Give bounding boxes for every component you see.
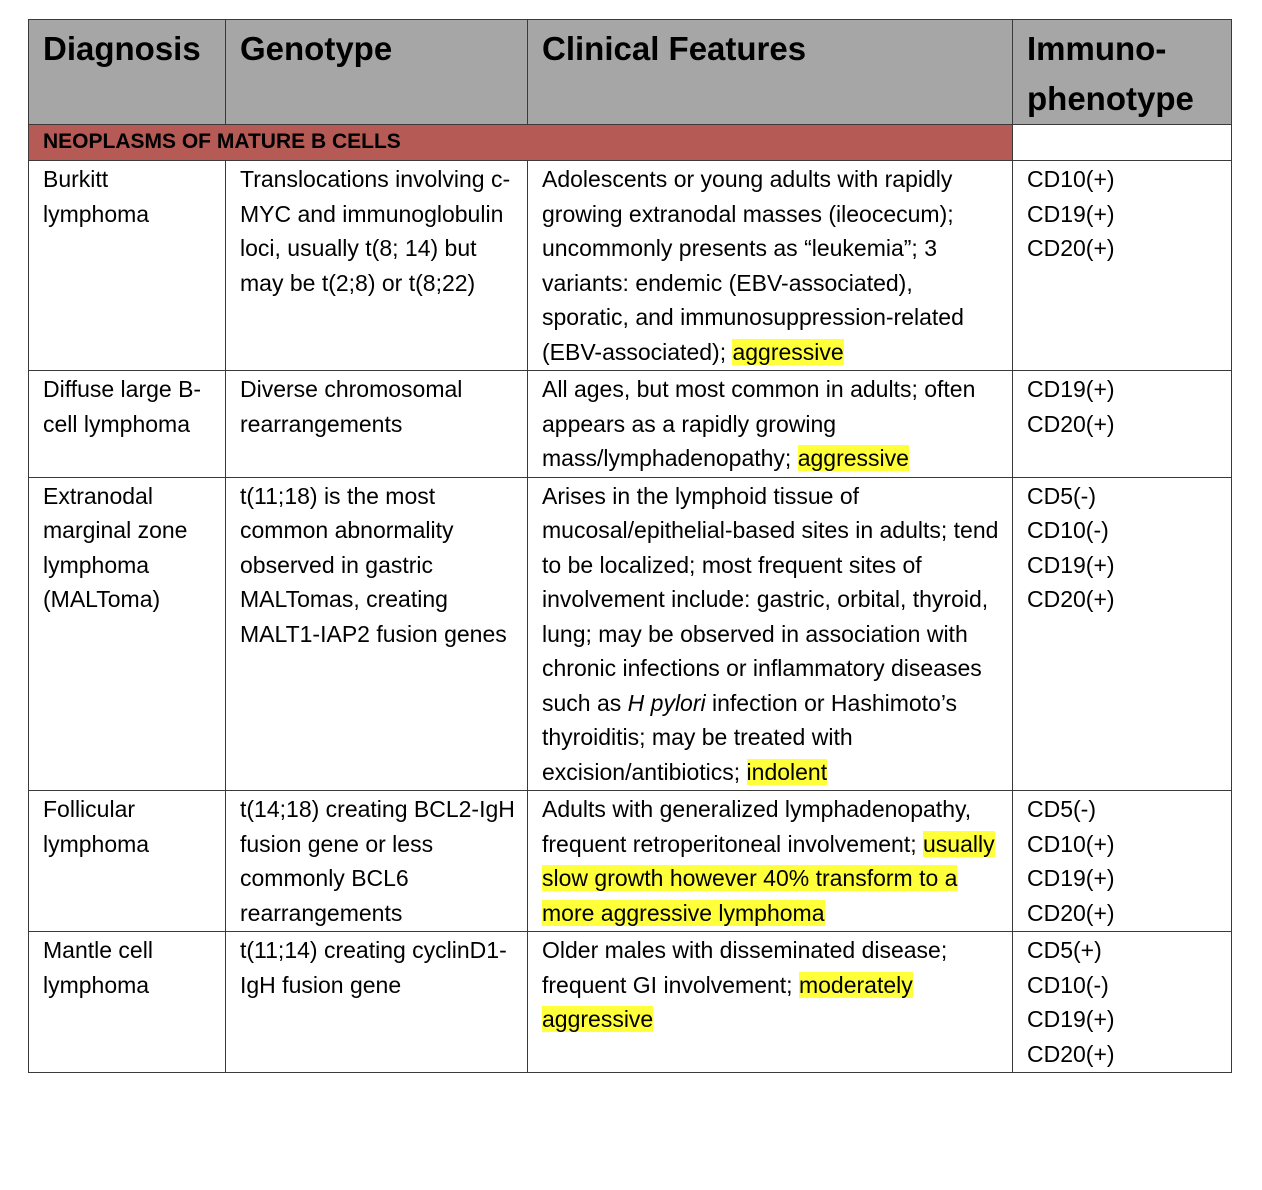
immuno-marker: CD20(+) bbox=[1027, 235, 1115, 261]
clinical-text: Older males with disseminated disease; frequent GI involvement; bbox=[542, 937, 948, 998]
immuno-cell bbox=[1013, 932, 1232, 1073]
immuno-cell bbox=[1013, 161, 1232, 371]
clinical-cell bbox=[528, 791, 1013, 932]
header-immuno-line2: phenotype bbox=[1027, 80, 1194, 117]
clinical-highlight: indolent bbox=[746, 758, 828, 785]
immuno-marker: CD5(+) bbox=[1027, 937, 1102, 963]
immuno-marker: CD20(+) bbox=[1027, 899, 1115, 926]
section-empty-cell bbox=[1013, 125, 1232, 161]
immuno-marker: CD5(-) bbox=[1027, 482, 1096, 509]
genotype-cell: Translocations involving c-MYC and immunoglobulin loci, usually t(8; 14) but may be t(2;8) or t(8;22) bbox=[226, 161, 528, 371]
clinical-text: All ages, but most common in adults; often appears as a rapidly growing mass/lymphadenopathy; bbox=[542, 376, 976, 471]
clinical-text: infection or Hashimoto’s thyroiditis; may be treated with excision/antibiotics; bbox=[542, 689, 958, 785]
clinical-highlight: moderately aggressive bbox=[542, 971, 913, 1032]
table-row bbox=[29, 791, 1232, 932]
immuno-marker: CD10(-) bbox=[1027, 517, 1109, 543]
immuno-marker: CD20(+) bbox=[1027, 1040, 1115, 1067]
immuno-marker: CD19(+) bbox=[1027, 200, 1115, 227]
clinical-cell bbox=[528, 932, 1013, 1073]
diagnosis-cell: Extranodal marginal zone lymphoma (MALToma) bbox=[29, 477, 226, 791]
immuno-cell bbox=[1013, 371, 1232, 478]
genotype-cell: Diverse chromosomal rearrangements bbox=[226, 371, 528, 478]
immuno-marker: CD20(+) bbox=[1027, 586, 1115, 612]
table-row bbox=[29, 371, 1232, 478]
immuno-marker: CD20(+) bbox=[1027, 410, 1115, 437]
immuno-marker: CD19(+) bbox=[1027, 865, 1115, 891]
header-immuno-line1: Immuno- bbox=[1027, 30, 1167, 67]
immuno-marker: CD19(+) bbox=[1027, 551, 1115, 578]
header-genotype: Genotype bbox=[226, 20, 528, 125]
header-immunophenotype bbox=[1013, 20, 1232, 125]
clinical-highlight: usually slow growth however 40% transform to a more aggressive lymphoma bbox=[542, 830, 995, 926]
table-row bbox=[29, 477, 1232, 791]
genotype-cell: t(11;18) is the most common abnormality observed in gastric MALTomas, creating MALT1-IAP2 fusion genes bbox=[226, 477, 528, 791]
immuno-marker: CD19(+) bbox=[1027, 1006, 1115, 1032]
immuno-marker: CD10(+) bbox=[1027, 830, 1115, 857]
immuno-marker: CD10(+) bbox=[1027, 166, 1115, 192]
header-diagnosis: Diagnosis bbox=[29, 20, 226, 125]
header-clinical-features: Clinical Features bbox=[528, 20, 1013, 125]
clinical-text: Adults with generalized lymphadenopathy, frequent retroperitoneal involvement; bbox=[542, 796, 972, 857]
immuno-marker: CD10(-) bbox=[1027, 971, 1109, 998]
table-row bbox=[29, 161, 1232, 371]
immuno-marker: CD19(+) bbox=[1027, 376, 1115, 402]
genotype-cell: t(11;14) creating cyclinD1-IgH fusion gene bbox=[226, 932, 528, 1073]
section-row bbox=[29, 125, 1232, 161]
lymphoma-table bbox=[28, 19, 1232, 1073]
clinical-cell bbox=[528, 371, 1013, 478]
immuno-cell bbox=[1013, 477, 1232, 791]
diagnosis-cell: Follicular lymphoma bbox=[29, 791, 226, 932]
clinical-highlight: aggressive bbox=[797, 445, 909, 471]
table-row bbox=[29, 932, 1232, 1073]
immuno-marker: CD5(-) bbox=[1027, 796, 1096, 822]
header-row bbox=[29, 20, 1232, 125]
clinical-italic: H pylori bbox=[627, 689, 706, 716]
immuno-cell bbox=[1013, 791, 1232, 932]
diagnosis-cell: Burkitt lymphoma bbox=[29, 161, 226, 371]
diagnosis-cell: Diffuse large B-cell lymphoma bbox=[29, 371, 226, 478]
section-title: NEOPLASMS OF MATURE B CELLS bbox=[29, 125, 1013, 161]
clinical-text: Adolescents or young adults with rapidly growing extranodal masses (ileocecum); uncommonly presents as “leukemia”; 3 variants: endemic (EBV-associated), sporatic, and immunosuppression-related (EBV-associated); bbox=[542, 166, 964, 365]
genotype-cell: t(14;18) creating BCL2-IgH fusion gene or less commonly BCL6 rearrangements bbox=[226, 791, 528, 932]
diagnosis-cell: Mantle cell lymphoma bbox=[29, 932, 226, 1073]
clinical-cell bbox=[528, 477, 1013, 791]
clinical-text: Arises in the lymphoid tissue of mucosal/epithelial-based sites in adults; tend to be localized; most frequent sites of involvement include: gastric, orbital, thyroid, lung; may be observed in association with chronic infections or inflammatory diseases such as bbox=[542, 482, 999, 716]
clinical-cell bbox=[528, 161, 1013, 371]
clinical-highlight: aggressive bbox=[732, 338, 844, 365]
